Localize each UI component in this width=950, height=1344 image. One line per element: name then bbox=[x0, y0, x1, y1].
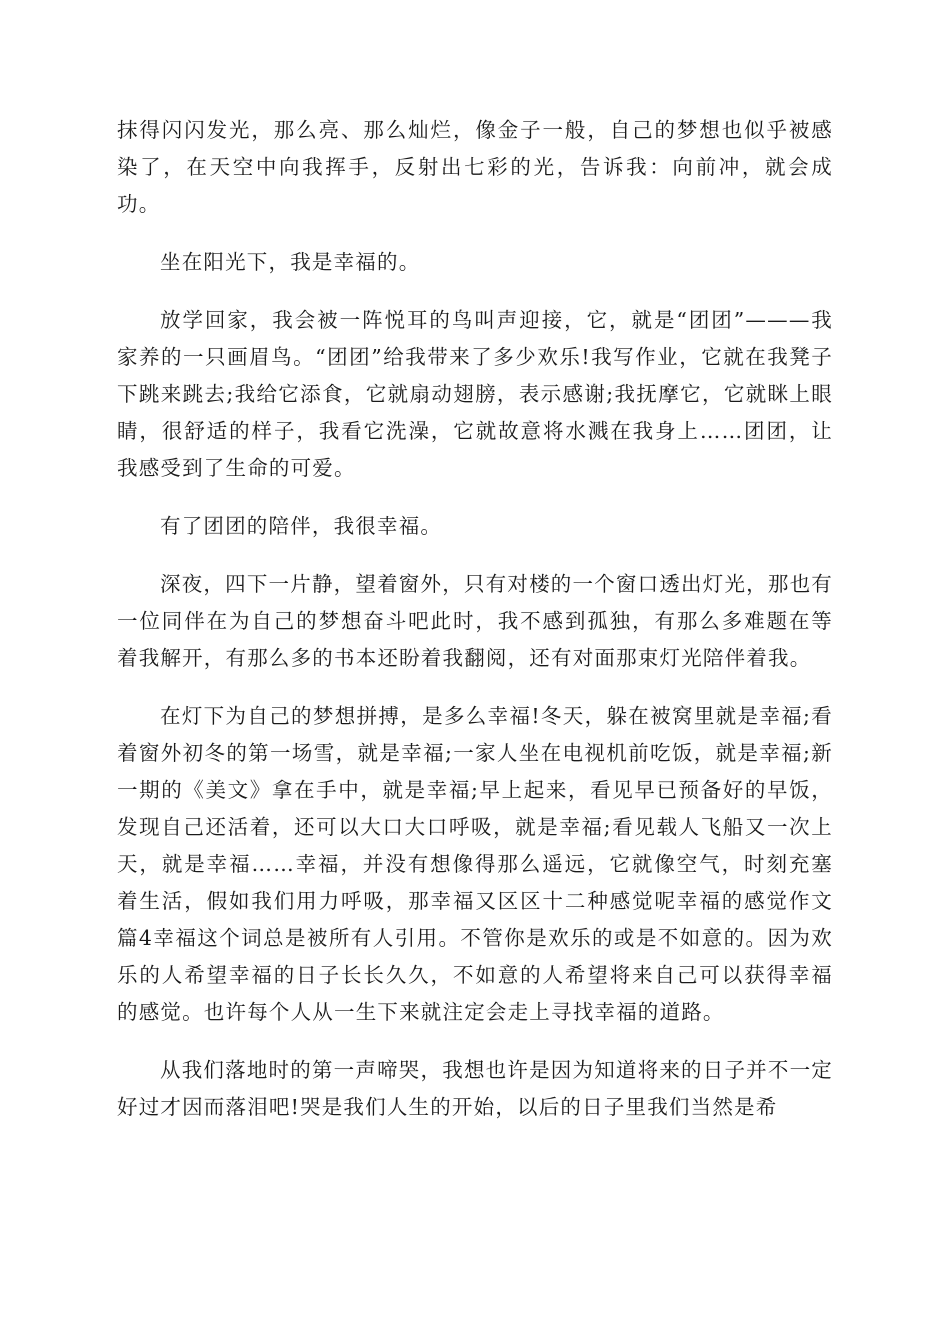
paragraph-tuantuan: 放学回家，我会被一阵悦耳的鸟叫声迎接，它，就是“团团”———我家养的一只画眉鸟。“团团”给我带来了多少欢乐!我写作业，它就在我凳子下跳来跳去;我给它添食，它就扇动翅膀，表示感谢;我抚摩它，它就眯上眼睛，很舒适的样子，我看它洗澡，它就故意将水溅在我身上……团团，让我感受到了生命的可爱。 bbox=[117, 308, 833, 480]
paragraph-sunlight: 坐在阳光下，我是幸福的。 bbox=[160, 250, 421, 274]
paragraph-happiness: 在灯下为自己的梦想拼搏，是多么幸福!冬天，躲在被窝里就是幸福;看着窗外初冬的第一场雪，就是幸福;一家人坐在电视机前吃饭，就是幸福;新一期的《美文》拿在手中，就是幸福;早上起来，看见早已预备好的早饭，发现自己还活着，还可以大口大口呼吸，就是幸福;看见载人飞船又一次上天，就是幸福……幸福，并没有想像得那么遥远，它就像空气，时刻充塞着生活，假如我们用力呼吸，那幸福又区区十二种感觉呢幸福的感觉作文篇4幸福这个词总是被所有人引用。不管你是欢乐的或是不如意的。因为欢乐的人希望幸福的日子长长久久，不如意的人希望将来自己可以获得幸福的感觉。也许每个人从一生下来就注定会走上寻找幸福的道路。 bbox=[117, 704, 833, 1024]
paragraph-night: 深夜，四下一片静，望着窗外，只有对楼的一个窗口透出灯光，那也有一位同伴在为自己的梦想奋斗吧此时，我不感到孤独，有那么多难题在等着我解开，有那么多的书本还盼着我翻阅，还有对面那束灯光陪伴着我。 bbox=[117, 572, 833, 670]
paragraph-continuation: 抹得闪闪发光，那么亮、那么灿烂，像金子一般，自己的梦想也似乎被感染了，在天空中向我挥手，反射出七彩的光，告诉我：向前冲，就会成功。 bbox=[117, 118, 833, 216]
paragraph-companion: 有了团团的陪伴，我很幸福。 bbox=[160, 514, 443, 538]
paragraph-first-cry: 从我们落地时的第一声啼哭，我想也许是因为知道将来的日子并不一定好过才因而落泪吧!哭是我们人生的开始，以后的日子里我们当然是希 bbox=[117, 1058, 833, 1119]
document-page bbox=[117, 112, 833, 1147]
